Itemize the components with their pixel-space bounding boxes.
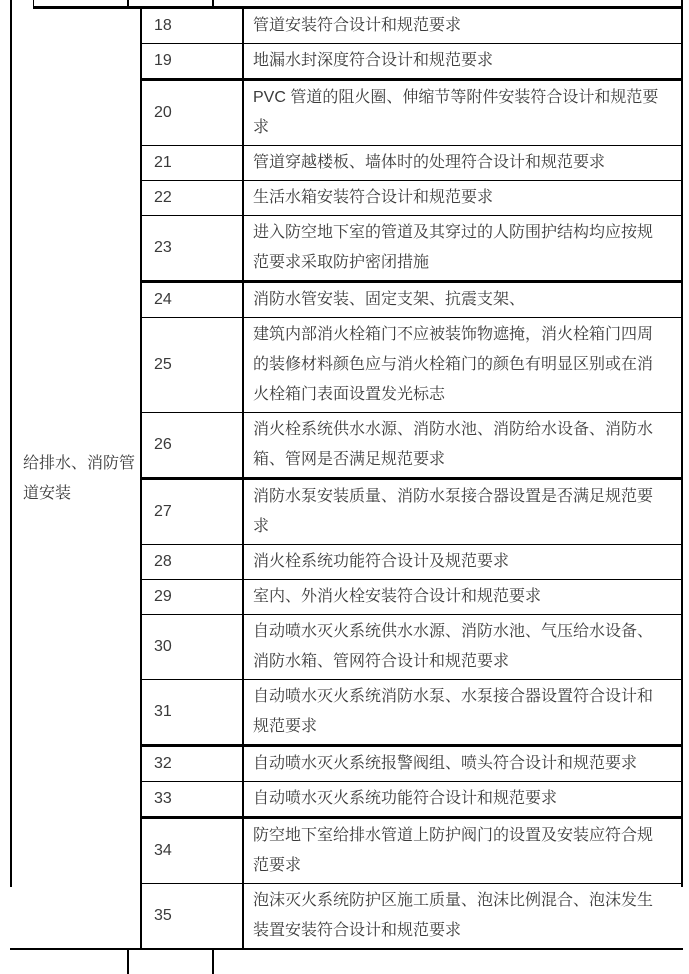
row-description-cell: PVC 管道的阻火圈、伸缩节等附件安装符合设计和规范要求 [243, 80, 683, 146]
row-description-cell: 生活水箱安装符合设计和规范要求 [243, 181, 683, 216]
bottom-divider-2 [212, 950, 214, 974]
row-number-cell: 31 [141, 680, 243, 746]
row-number-cell: 22 [141, 181, 243, 216]
row-number-cell: 18 [141, 9, 243, 44]
row-description-cell: 防空地下室给排水管道上防护阀门的设置及安装应符合规范要求 [243, 818, 683, 884]
table-area [10, 0, 683, 974]
row-number-cell: 23 [141, 216, 243, 282]
row-description-cell: 自动喷水灭火系统报警阀组、喷头符合设计和规范要求 [243, 746, 683, 782]
row-description-cell: 室内、外消火栓安装符合设计和规范要求 [243, 580, 683, 615]
row-description-cell: 消防水泵安装质量、消防水泵接合器设置是否满足规范要求 [243, 479, 683, 545]
row-description-cell: 自动喷水灭火系统供水水源、消防水池、气压给水设备、消防水箱、管网符合设计和规范要求 [243, 615, 683, 680]
row-number-cell: 34 [141, 818, 243, 884]
row-number-cell: 32 [141, 746, 243, 782]
row-number-cell: 25 [141, 318, 243, 413]
row-description-cell: 地漏水封深度符合设计和规范要求 [243, 44, 683, 80]
row-description-cell: 消防水管安装、固定支架、抗震支架、 [243, 282, 683, 318]
table-row [12, 9, 683, 44]
row-description-cell: 管道安装符合设计和规范要求 [253, 17, 462, 34]
row-description-cell: 管道穿越楼板、墙体时的处理符合设计和规范要求 [243, 146, 683, 181]
row-number-cell: 29 [141, 580, 243, 615]
row-description-cell: 自动喷水灭火系统功能符合设计和规范要求 [243, 782, 683, 818]
row-number-cell: 21 [141, 146, 243, 181]
row-description-cell: 进入防空地下室的管道及其穿过的人防围护结构均应按规范要求采取防护密闭措施 [243, 216, 683, 282]
row-description-cell: 建筑内部消火栓箱门不应被装饰物遮掩，消火栓箱门四周的装修材料颜色应与消火栓箱门的颜色有明显区别或在消火栓箱门表面设置发光标志 [243, 318, 683, 413]
row-number-cell: 28 [141, 545, 243, 580]
row-number-cell: 26 [141, 413, 243, 479]
row-number-cell: 30 [141, 615, 243, 680]
row-number-cell: 19 [141, 44, 243, 80]
row-number-cell: 24 [141, 282, 243, 318]
row-number-cell: 27 [141, 479, 243, 545]
section-top-rule [33, 6, 683, 9]
row-number-cell: 33 [141, 782, 243, 818]
section-label-cell: 给排水、消防管道安装 [12, 9, 141, 948]
row-description-cell: 泡沫灭火系统防护区施工质量、泡沫比例混合、泡沫发生装置安装符合设计和规范要求 [243, 884, 683, 949]
row-number-cell: 20 [141, 80, 243, 146]
row-number-cell: 35 [141, 884, 243, 949]
clipped-next-row [10, 948, 683, 974]
row-description-cell: 消火栓系统供水水源、消防水池、消防给水设备、消防水箱、管网是否满足规范要求 [243, 413, 683, 479]
row-description-cell: 自动喷水灭火系统消防水泵、水泵接合器设置符合设计和规范要求 [243, 680, 683, 746]
bottom-divider-1 [127, 950, 129, 974]
inspection-table-body [12, 9, 683, 948]
row-description-cell: 消火栓系统功能符合设计及规范要求 [243, 545, 683, 580]
inspection-table [12, 9, 683, 948]
clipped-previous-row [10, 0, 683, 9]
